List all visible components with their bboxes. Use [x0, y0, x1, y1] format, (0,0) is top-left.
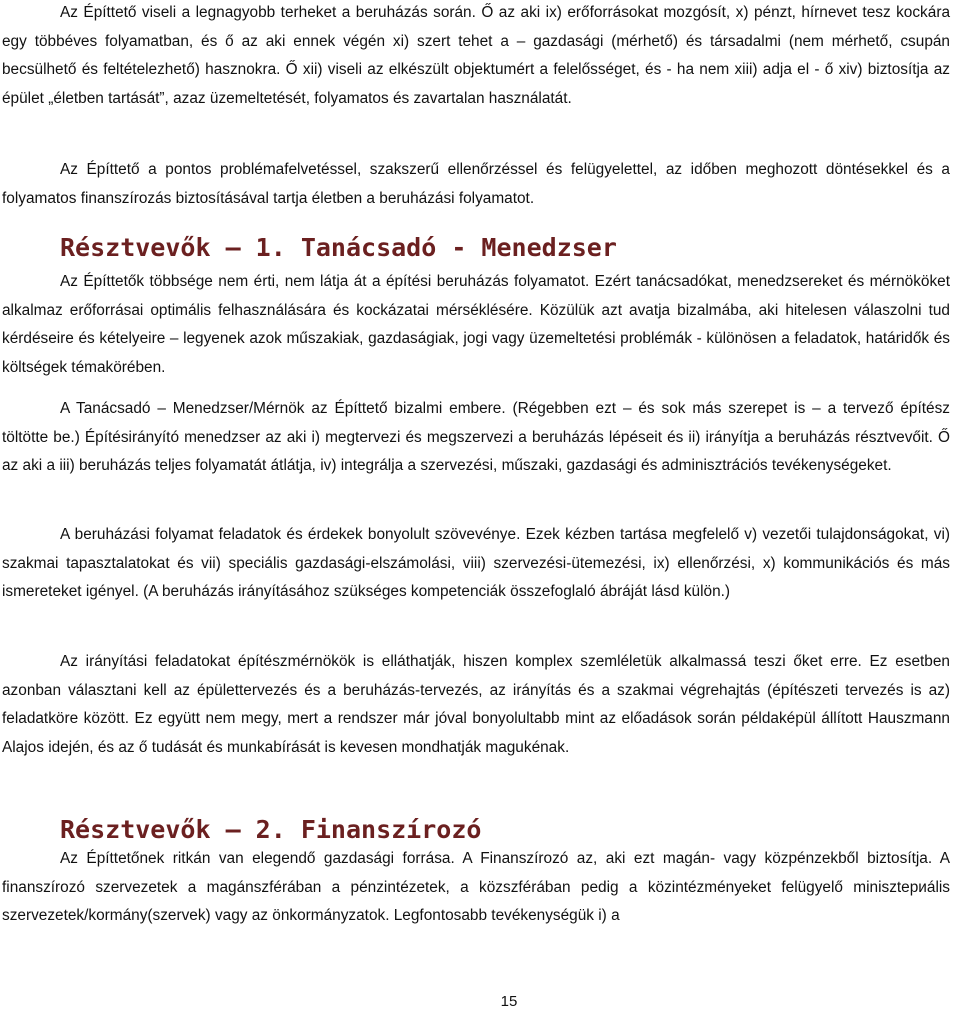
section-heading-tanacsado: Résztvevők – 1. Tanácsadó - Menedzser	[60, 233, 617, 262]
paragraph-epitteto-feladat: Az Építtető a pontos problémafelvetéssel, szakszerű ellenőrzéssel és felügyelettel, az időben meghozott döntésekkel és a folyamatos finanszírozás biztosításával tartja életben a beruházási folyamatot.	[2, 161, 950, 207]
paragraph-menedzser-szerep: A Tanácsadó – Menedzser/Mérnök az Építtető bizalmi embere. (Régebben ezt – és sok más szerepet is – a tervező építész töltötte be.) Építésirányító menedzser az aki i) megtervezi és megszervezi a beruházás lépéseit és ii) irányítja a beruházás résztvevőit. Ő az aki a iii) beruházás teljes folyamatát átlátja, iv) integrálja a szervezési, műszaki, gazdasági és adminisztrációs tevékenységeket.	[2, 400, 950, 474]
page-number: 15	[500, 993, 518, 1010]
paragraph-finanszirozo: Az Építtetőnek ritkán van elegendő gazdasági forrása. A Finanszírozó az, aki ezt magán- vagy közpénzekből biztosítja. A finanszírozó szervezetek a magánszférában a pénzintézetek, a közszférában pedig a közintézményeket felügyelő minisztериális szervezetek/kormány(szervek) vagy az önkormányzatok. Legfontosabb tevékenységük i) a	[2, 850, 950, 924]
paragraph-epitteto-terhek	[2, 0, 950, 113]
paragraph-epiteszmernokok: Az irányítási feladatokat építészmérnökök is elláthatják, hiszen komplex szemléletük alkalmassá teszi őket erre. Ez esetben azonban választani kell az épülettervezés és a beruházás-tervezés, az irányítás és a szakmai végrehajtás (építészeti tervezés is az) feladatköre között. Ez együtt nem megy, mert a rendszer már jóval bonyolultabb mint az előadások során példaképül állított Hauszmann Alajos idején, és az ő tudását és munkabírását is kevesen mondhatják magukénak.	[2, 653, 950, 756]
paragraph-kompetenciak: A beruházási folyamat feladatok és érdekek bonyolult szövevénye. Ezek kézben tartása megfelelő v) vezetői tulajdonságokat, vi) szakmai tapasztalatokat és vii) speciális gazdasági-elszámolási, viii) szervezési-ütemezési, ix) ellenőrzési, x) kommunikációs és más ismereteket igényel. (A beruházás irányításához szükséges kompetenciák összefoglaló ábráját lásd külön.)	[2, 526, 950, 600]
paragraph-text: Az Építtető viseli a legnagyobb terheket a beruházás során. Ő az aki ix) erőforrásokat mozgósít, x) pénzt, hírnevet tesz kockára egy többéves folyamatban, és ő az aki ennek végén xi) szert tehet a – gazdasági (mérhető) és társadalmi (nem mérhető, csupán becsülhető és feltételezhető) hasznokra. Ő xii) viseli az elkészült objektumért a felelősséget, és - ha nem xiii) adja el - ő xiv) biztosítja az épület „életben tartását”, azaz üzemeltetését, folyamatos és zavartalan használatát.	[2, 4, 950, 107]
paragraph-tanacsadok: Az Építtetők többsége nem érti, nem látja át a építési beruházás folyamatot. Ezért tanácsadókat, menedzsereket és mérnököket alkalmaz erőforrásai optimális felhasználására és kockázatai mérséklésére. Közülük azt avatja bizalmába, aki hitelesen válaszolni tud kérdéseire és kételyeire – legyenek azok műszakiak, gazdaságiak, jogi vagy üzemeltetési problémák - különösen a feladatok, határidők és költségek témakörében.	[2, 273, 950, 376]
section-heading-finanszirozo: Résztvevők – 2. Finanszírozó	[60, 815, 482, 844]
